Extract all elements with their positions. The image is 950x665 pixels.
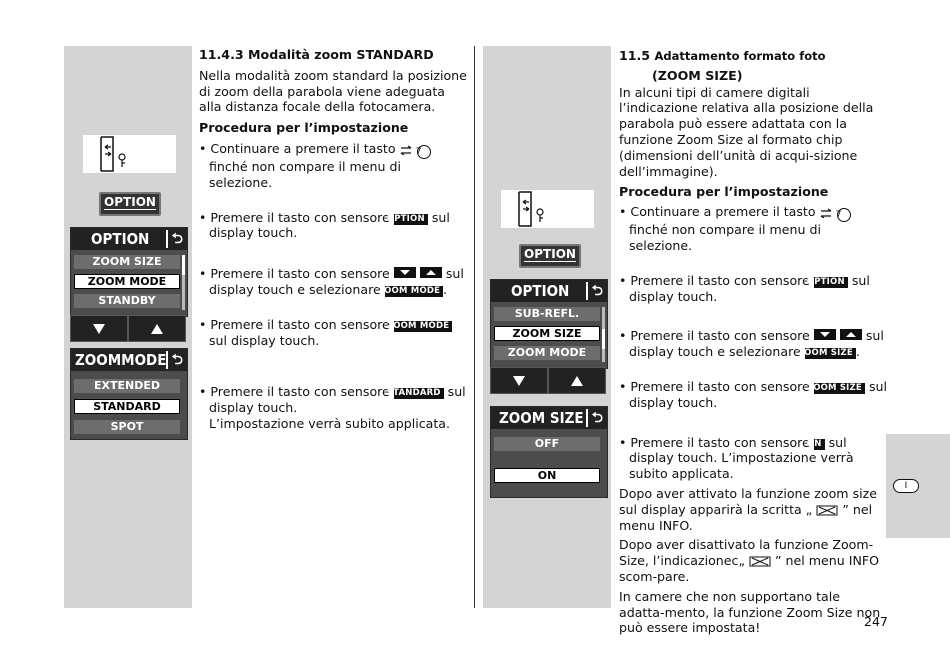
menu-item-extended[interactable]: EXTENDED <box>74 379 180 393</box>
column-divider <box>474 46 475 608</box>
step-1: • Continuare a premere il tasto 7 finché non compare il menu di selezione. <box>619 204 887 254</box>
menu-item-off[interactable]: OFF <box>494 437 600 451</box>
scrollbar[interactable] <box>602 307 605 362</box>
down-arrow-button[interactable] <box>70 315 128 342</box>
step-3: • Premere il tasto con sensore sul display touch e selezionare ZOOM SIZE . <box>619 328 884 360</box>
menu-item-standard[interactable]: STANDARD <box>74 399 180 414</box>
zoom-size-info-icon <box>816 505 838 516</box>
standard-badge: STANDARD <box>394 388 444 399</box>
up-arrow-icon <box>571 376 583 386</box>
option-button[interactable]: OPTION <box>519 244 581 268</box>
down-arrow-button[interactable] <box>490 367 548 394</box>
key-number: 7 <box>837 208 851 222</box>
zoom-size-menu <box>490 406 608 498</box>
info-off-paragraph: Dopo aver disattivato la funzione Zoom-Size, l’indicazionec„ ” nel menu INFO scom-pare. <box>619 537 880 584</box>
return-icon[interactable]: ⮌ <box>166 230 183 248</box>
left-text-column <box>199 47 467 432</box>
down-arrow-icon <box>513 376 525 386</box>
option-badge: OPTION <box>394 214 428 225</box>
return-icon[interactable]: ⮌ <box>586 409 603 427</box>
option-button[interactable]: OPTION <box>99 192 161 216</box>
language-tab <box>886 434 950 538</box>
up-button-icon <box>420 267 442 278</box>
step-5: • Premere il tasto con sensore STANDARD sul display touch. L’impostazione verrà subito applicata. <box>199 384 466 431</box>
menu-item-on[interactable]: ON <box>494 468 600 483</box>
menu-item-zoom-mode[interactable]: ZOOM MODE <box>494 346 600 360</box>
up-arrow-button[interactable] <box>548 367 606 394</box>
step-5: • Premere il tasto con sensore ON sul display touch. L’impostazione verrà subito applicata. <box>619 434 854 482</box>
step-4: • Premere il tasto con sensore ZOOM SIZE sul display touch. <box>619 378 887 410</box>
up-button-icon <box>840 329 862 340</box>
zoom-size-info-icon <box>749 556 771 567</box>
up-arrow-button[interactable] <box>128 315 186 342</box>
menu-item-standby[interactable]: STANDBY <box>74 294 180 308</box>
intro-paragraph: In alcuni tipi di camere digitali l’indicazione relativa alla posizione della parabola può essere adattata con la funzione Zoom Size al formato chip (dimensioni dell’unità di acqui-sizione dell’immagine). <box>619 84 874 179</box>
page-number: 247 <box>864 614 888 629</box>
procedure-title: Procedura per l’impostazione <box>199 120 409 136</box>
return-icon[interactable]: ⮌ <box>166 351 183 369</box>
arrow-buttons <box>490 367 606 394</box>
key-number: 7 <box>417 145 431 159</box>
menu-item-spot[interactable]: SPOT <box>74 420 180 434</box>
intro-paragraph: Nella modalità zoom standard la posizione di zoom della parabola viene adeguata alla distanza focale della fotocamera. <box>199 67 467 115</box>
scrollbar[interactable] <box>182 255 185 310</box>
zoom-mode-badge: ZOOM MODE <box>385 286 443 297</box>
step-3: • Premere il tasto con sensore sul display touch e selezionare ZOOM MODE . <box>199 266 464 297</box>
menu-title: OPTION ⮌ <box>71 228 187 250</box>
flash-button-icon <box>83 135 176 173</box>
menu-arrows-icon <box>400 145 413 155</box>
arrow-buttons <box>70 315 186 342</box>
step-1: • Continuare a premere il tasto 7 finché non compare il menu di selezione. <box>199 141 467 191</box>
right-text-column <box>619 48 887 636</box>
menu-item-zoom-size[interactable]: ZOOM SIZE <box>494 326 600 341</box>
option-menu <box>70 227 188 317</box>
section-subheading: (ZOOM SIZE) <box>652 67 743 83</box>
menu-arrows-icon <box>820 208 833 218</box>
step-2: • Premere il tasto con sensore OPTION sul display touch. <box>199 209 450 241</box>
up-arrow-icon <box>151 324 163 334</box>
option-badge: OPTION <box>814 277 848 288</box>
procedure-title: Procedura per l’impostazione <box>619 184 829 200</box>
section-heading: 11.4.3 Modalità zoom STANDARD <box>199 47 434 62</box>
zoom-size-badge: ZOOM SIZE <box>805 348 856 359</box>
menu-title: ZOOMMODE ⮌ <box>71 349 187 371</box>
down-button-icon <box>814 329 836 340</box>
section-heading: 11.5 Adattamento formato foto <box>619 48 826 63</box>
flash-button-icon <box>501 190 594 228</box>
step-2: • Premere il tasto con sensore OPTION sul display touch. <box>619 272 870 304</box>
on-badge: ON <box>814 439 825 450</box>
menu-item-sub-refl[interactable]: SUB-REFL. <box>494 307 600 321</box>
language-indicator: I <box>893 479 919 493</box>
info-on-paragraph: Dopo aver attivato la funzione zoom size sul display apparirà la scritta „ ” nel menu INFO. <box>619 485 877 533</box>
zoom-size-badge: ZOOM SIZE <box>814 383 865 394</box>
down-arrow-icon <box>93 324 105 334</box>
menu-item-zoom-size[interactable]: ZOOM SIZE <box>74 255 180 269</box>
menu-title: ZOOM SIZE ⮌ <box>491 407 607 429</box>
zoom-mode-badge: ZOOM MODE <box>394 321 452 332</box>
menu-item-zoom-mode[interactable]: ZOOM MODE <box>74 274 180 289</box>
return-icon[interactable]: ⮌ <box>586 282 603 300</box>
step-4: • Premere il tasto con sensore ZOOM MODE sul display touch. <box>199 317 467 349</box>
down-button-icon <box>394 267 416 278</box>
zoommode-menu <box>70 348 188 440</box>
menu-title: OPTION ⮌ <box>491 280 607 302</box>
option-menu <box>490 279 608 369</box>
unsupported-paragraph: In camere che non supportano tale adatta-mento, la funzione Zoom Size non può essere impostata! <box>619 588 881 636</box>
